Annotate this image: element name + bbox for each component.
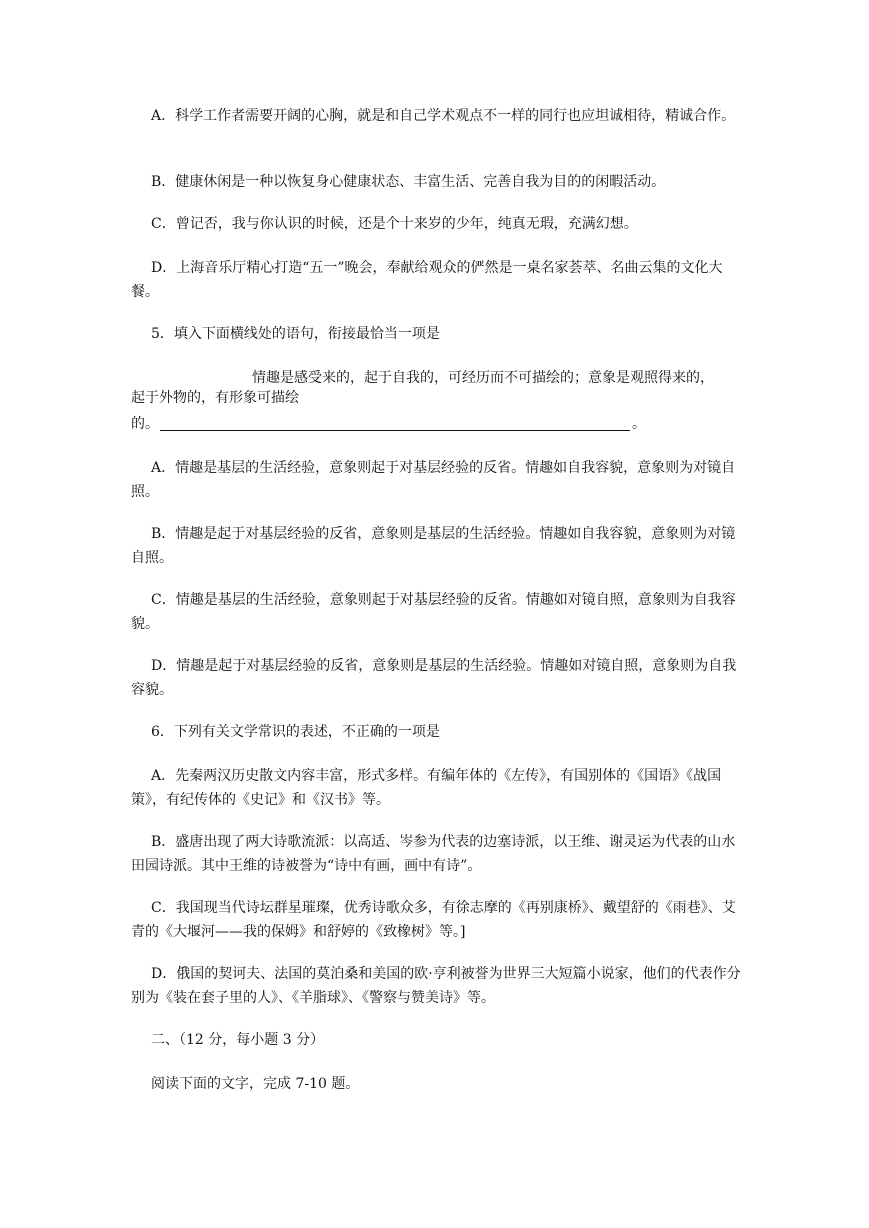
q5-passage-line-3-end: 。: [632, 416, 646, 432]
q5-passage-line-3-start: 的。: [131, 416, 159, 432]
q6-option-d: D．俄国的契诃夫、法国的莫泊桑和美国的欧·亨利被誉为世界三大短篇小说家，他们的代表作分别为《装在套子里的人》、《羊脂球》、《警察与赞美诗》等。: [131, 966, 741, 1006]
q6-option-c: C．我国现当代诗坛群星璀璨，优秀诗歌众多，有徐志摩的《再别康桥》、戴望舒的《雨巷》、艾青的《大堰河——我的保姆》和舒婷的《致橡树》等。]: [131, 900, 736, 940]
q5-stem: 5．填入下面横线处的语句，衔接最恰当一项是: [151, 326, 440, 342]
q5-option-b: B．情趣是起于对基层经验的反省，意象则是基层的生活经验。情趣如自我容貌，意象则为对镜自照。: [131, 526, 736, 566]
q4-option-d: D．上海音乐厅精心打造“五一”晚会，奉献给观众的俨然是一桌名家荟萃、名曲云集的文化大餐。: [131, 260, 723, 300]
q6-stem: 6．下列有关文学常识的表述，不正确的一项是: [151, 724, 440, 740]
q4-option-b: B．健康休闲是一种以恢复身心健康状态、丰富生活、完善自我为目的的闲暇活动。: [151, 174, 666, 190]
q5-option-c: C．情趣是基层的生活经验，意象则起于对基层经验的反省。情趣如对镜自照，意象则为自我容貌。: [131, 592, 736, 632]
q5-passage-line-2: 起于外物的，有形象可描绘: [131, 390, 299, 406]
q4-option-a: A．科学工作者需要开阔的心胸，就是和自己学术观点不一样的同行也应坦诚相待，精诚合作。: [151, 108, 736, 124]
q5-option-a: A．情趣是基层的生活经验，意象则起于对基层经验的反省。情趣如自我容貌，意象则为对镜自照。: [131, 460, 736, 500]
q5-passage-line-1: 情趣是感受来的，起于自我的，可经历而不可描绘的；意象是观照得来的，: [252, 370, 714, 386]
section-2-instruction: 阅读下面的文字，完成 7-10 题。: [151, 1076, 360, 1092]
q4-option-c: C．曾记否，我与你认识的时候，还是个十来岁的少年，纯真无瑕，充满幻想。: [151, 216, 638, 232]
q6-option-a: A．先秦两汉历史散文内容丰富，形式多样。有编年体的《左传》，有国别体的《国语》《战国策》，有纪传体的《史记》和《汉书》等。: [131, 768, 722, 808]
q5-fill-blank-line: [160, 430, 630, 431]
section-2-heading: 二、（12 分，每小题 3 分）: [151, 1032, 325, 1048]
q6-option-b: B．盛唐出现了两大诗歌流派：以高适、岑参为代表的边塞诗派，以王维、谢灵运为代表的山水田园诗派。其中王维的诗被誉为“诗中有画，画中有诗”。: [131, 834, 736, 874]
q5-option-d: D．情趣是起于对基层经验的反省，意象则是基层的生活经验。情趣如对镜自照，意象则为自我容貌。: [131, 658, 737, 698]
